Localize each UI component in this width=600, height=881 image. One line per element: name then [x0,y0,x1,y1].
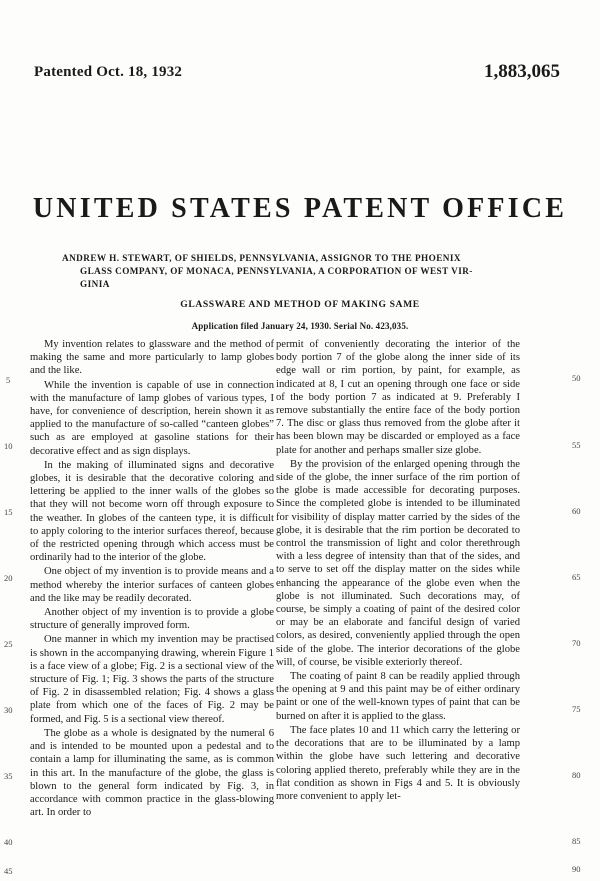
line-number: 5 [6,375,11,385]
line-number: 70 [572,638,581,648]
line-number: 35 [4,771,13,781]
paragraph: While the invention is capable of use in connection with the manufacture of lamp globes of various types, I have, for convenience of description, herein shown it as applied to the manufacture of so-called “canteen globes” such as are employed at gasoline stations for their decorative effect and as sign displays. [30,379,274,457]
inventor-line: GLASS COMPANY, OF MONACA, PENNSYLVANIA, A CORPORATION OF WEST VIR- [80,266,473,276]
left-column [30,338,274,820]
line-number: 45 [4,866,13,876]
paragraph: permit of conveniently decorating the interior of the body portion 7 of the globe along the inner side of its edge wall or rim portion, by paint, for example, as indicated at 8, I cut an opening through one face or side of the body portion 7 as indicated at 9. Preferably I remove substantially the entire face of the body portion 7. The disc or glass thus removed from the globe after it has been blown may be discarded or employed as a face plate for another and perhaps smaller size globe. [276,339,520,456]
line-number: 85 [572,836,581,846]
paragraph: In the making of illuminated signs and decorative globes, it is desirable that the decorative coloring and lettering be applied to the inner walls of the globes so that they will not become worn off through exposure to the weather. In globes of the canteen type, it is difficult to apply coloring to the interior surfaces thereof, because of the restricted opening through which access must be ordinarily had to the interior of the globe. [30,459,274,564]
paragraph: One object of my invention is to provide means and a method whereby the interior surfaces of canteen globes and the like may be readily decorated. [30,566,274,604]
line-number: 90 [572,864,581,874]
line-number: 10 [4,441,13,451]
line-number: 20 [4,573,13,583]
line-number: 75 [572,704,581,714]
paragraph: My invention relates to glassware and the method of making the same and more particularly to lamp globes and the like. [30,339,274,377]
paragraph: The globe as a whole is designated by the numeral 6 and is intended to be mounted upon a pedestal and to contain a lamp for illuminating the same, as is common in this art. In the manufacture of the globe, the glass is blown to the general form indicated by Fig. 3, in accordance with common practice in the glass-blowing art. In order to [30,727,274,819]
line-number: 30 [4,705,13,715]
application-info: Application filed January 24, 1930. Serial No. 423,035. [191,321,409,331]
paragraph: The coating of paint 8 can be readily applied through the opening at 9 and this paint may be of either ordinary paint or one of the well-known types of paint that can be burned on after it is applied to the glass. [276,671,520,722]
patent-date: Patented Oct. 18, 1932 [34,64,183,80]
paragraph: By the provision of the enlarged opening through the side of the globe, the inner surface of the rim portion of the globe is made accessible for decorating purposes. Since the completed globe is intended to be illuminated for visibility of display matter carried by the sides of the globe, it is desirable that the rim portion be decorated to control the transmission of light and color therethrough with a less degree of intensity than that of the sides, and to serve to set off the display matter on the sides while enhancing the appearance of the globe even when the globe is not illuminated. Such decorations may, of course, be simply a coating of paint of the desired color or may be an elaborate and fanciful design of varied colors, as desired, conveniently applied through the open side of the globe. The interior decorations of the globe will, of course, be visible exteriorly thereof. [276,458,520,668]
line-number: 55 [572,440,581,450]
line-number: 60 [572,506,581,516]
line-number: 80 [572,770,581,780]
line-number: 65 [572,572,581,582]
line-number: 40 [4,837,13,847]
inventor-line: ANDREW H. STEWART, OF SHIELDS, PENNSYLVANIA, ASSIGNOR TO THE PHOENIX [62,253,461,263]
patent-number: 1,883,065 [484,61,560,82]
inventor-line: GINIA [80,279,110,289]
office-title: UNITED STATES PATENT OFFICE [32,193,568,224]
line-number: 50 [572,373,581,383]
patent-subject: GLASSWARE AND METHOD OF MAKING SAME [180,299,420,310]
line-number: 15 [4,507,13,517]
inventor-block [62,252,562,291]
right-column [276,338,520,804]
line-number: 25 [4,639,13,649]
paragraph: Another object of my invention is to provide a globe structure of generally improved form. [30,607,274,632]
paragraph: The face plates 10 and 11 which carry the lettering or the decorations that are to be illuminated by a lamp within the globe have such lettering and decorative coloring applied thereto, preferably while they are in the flat condition as shown in Figs 4 and 5. It is obviously more convenient to apply let- [276,724,520,802]
paragraph: One manner in which my invention may be practised is shown in the accompanying drawing, wherein Figure 1 is a face view of a globe; Fig. 2 is a sectional view of the structure of Fig. 1; Fig. 3 shows the parts of the structure of Fig. 2 in disassembled relation; Fig. 4 shows a glass plate from which one of the faces of Fig. 2 may be formed, and Fig. 5 is a sectional view thereof. [30,634,274,725]
